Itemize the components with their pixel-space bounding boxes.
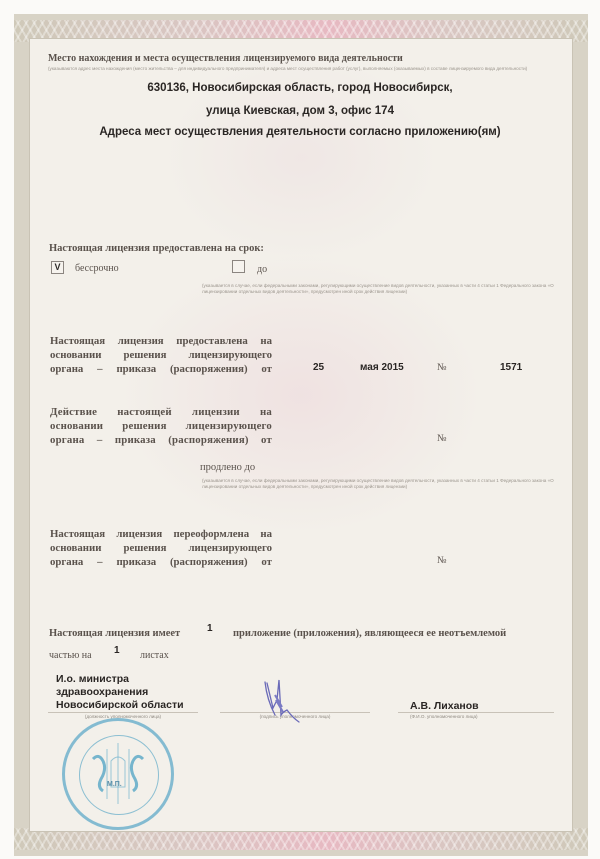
granted-day: 25 [313, 362, 325, 373]
granted-number-sign: № [437, 362, 447, 373]
extension-note: (указывается в случае, если федеральными законами, регулирующими осуществление видов деятельности, указанных в части 4 статьи 1 Федерального закона «О лицензировании отдельных видов деятельности», предусмотрен иной срок действия лицензии) [202, 478, 554, 489]
official-stamp [62, 718, 174, 830]
term-heading: Настоящая лицензия предоставлена на срок: [49, 243, 264, 254]
term-unlimited-label: бессрочно [75, 263, 119, 274]
appendix-pages-prefix: частью на [49, 650, 92, 661]
name-rule [398, 712, 554, 713]
appendix-count: 1 [207, 623, 213, 634]
position-caption: (должность уполномоченного лица) [84, 714, 162, 719]
reissue-basis-text: Настоящая лицензия переоформлена на основании решения лицензирующего органа – приказа (распоряжения) от [50, 528, 272, 568]
term-note: (указывается в случае, если федеральными законами, регулирующими осуществление видов деятельности, указанных в части 4 статьи 1 Федерального закона «О лицензировании отдельных видов деятельности», предусмотрен иной срок действия лицензии) [202, 283, 554, 294]
signatory-position: И.о. министра здравоохранения Новосибирской области [56, 673, 184, 711]
address-line-2: улица Киевская, дом 3, офис 174 [206, 105, 394, 117]
location-note: (указываются адрес места нахождения (место жительства – для индивидуального предпринимателя) и адреса мест осуществления работ (услуг), выполняемых (оказываемых) в составе лицензируемого вида деятельности) [48, 66, 528, 71]
term-until-label: до [257, 264, 268, 275]
granted-basis-text: Настоящая лицензия предоставлена на основании решения лицензирующего органа – приказа (распоряжения) от [50, 335, 272, 375]
position-rule [48, 712, 198, 713]
granted-number: 1571 [500, 362, 523, 373]
stamp-label: М.П. [107, 781, 122, 788]
appendix-pages: 1 [114, 645, 120, 656]
extended-until-label: продлено до [200, 462, 256, 473]
signature-caption: (подпись уполномоченного лица) [259, 714, 331, 719]
term-unlimited-checkbox[interactable] [51, 261, 64, 274]
name-caption: (Ф.И.О. уполномоченного лица) [410, 714, 478, 719]
extension-number-sign: № [437, 433, 447, 444]
reissue-number-sign: № [437, 555, 447, 566]
term-until-checkbox[interactable] [232, 260, 245, 273]
address-line-3: Адреса мест осуществления деятельности согласно приложению(ям) [99, 126, 501, 138]
granted-month-year: мая 2015 [360, 362, 404, 373]
address-line-1: 630136, Новосибирская область, город Новосибирск, [147, 82, 453, 94]
check-mark-icon: V [54, 262, 61, 272]
coat-of-arms-icon [85, 739, 151, 809]
appendix-prefix: Настоящая лицензия имеет [49, 628, 181, 639]
appendix-pages-suffix: листах [140, 650, 169, 661]
signatory-name: А.В. Лиханов [410, 700, 479, 712]
extension-basis-text: Действие настоящей лицензии на основании решения лицензирующего органа – приказа (распоряжения) от [50, 406, 272, 446]
location-heading: Место нахождения и места осуществления лицензируемого вида деятельности [48, 53, 403, 64]
signature-mark-icon [255, 660, 315, 725]
appendix-suffix: приложение (приложения), являющееся ее неотъемлемой [233, 628, 507, 639]
